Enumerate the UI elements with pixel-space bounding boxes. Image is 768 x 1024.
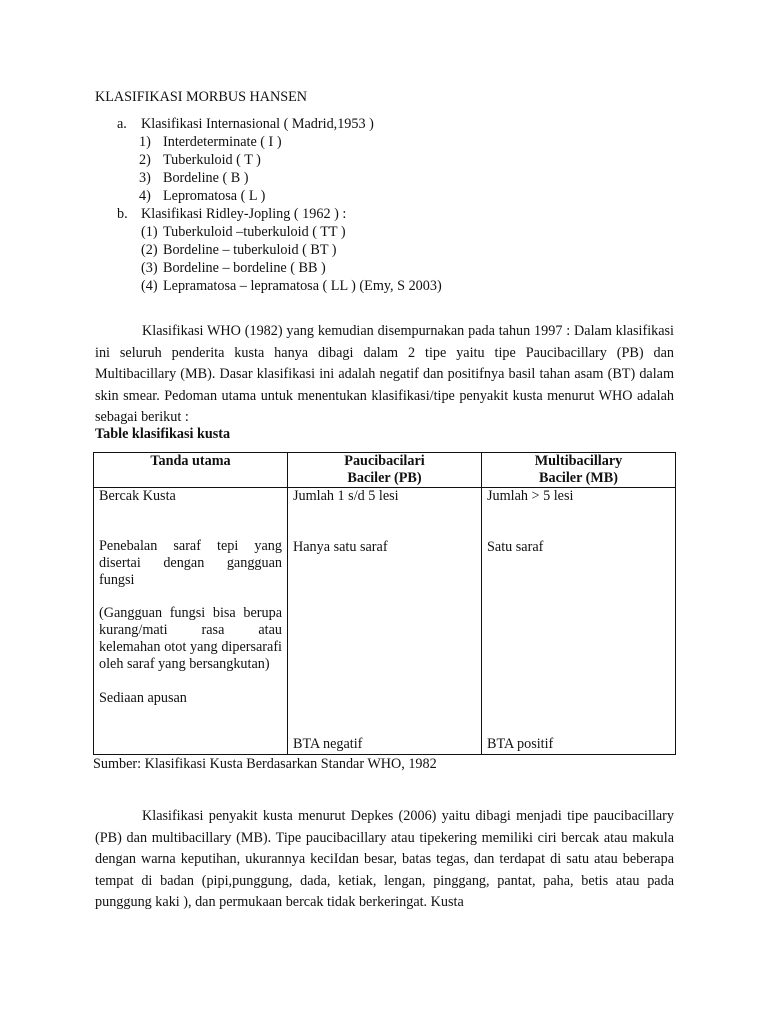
section-a-item-text: Tuberkuloid ( T )	[163, 152, 261, 168]
table-cell-text: Jumlah > 5 lesi	[487, 488, 574, 504]
section-a-item-text: Bordeline ( B )	[163, 170, 249, 186]
table-header-tanda-utama	[94, 453, 288, 488]
section-b-item-text: Bordeline – tuberkuloid ( BT )	[163, 242, 337, 258]
section-a-item-text: Interdeterminate ( I )	[163, 134, 282, 150]
table-cell-multibacillary	[482, 488, 676, 755]
table-cell-text: (Gangguan fungsi bisa berupa kurang/mati rasa atau kelemahan otot yang dipersarafi oleh saraf yang bersangkutan)	[99, 605, 282, 672]
table-cell-text: Hanya satu saraf	[293, 539, 388, 555]
who-classification-paragraph: Klasifikasi WHO (1982) yang kemudian disempurnakan pada tahun 1997 : Dalam klasifikasi ini seluruh penderita kusta hanya dibagi dalam 2 tipe yaitu tipe Paucibacillary (PB) dan Multibacillary (MB). Dasar klasifikasi ini adalah negatif dan positifnya basil tahan asam (BT) dalam skin smear. Pedoman utama untuk menentukan klasifikasi/tipe penyakit kusta menurut WHO adalah sebagai berikut :	[95, 323, 674, 425]
table-caption: Table klasifikasi kusta	[95, 426, 231, 442]
classification-table	[93, 452, 676, 755]
section-b-item-text: Lepramatosa – lepramatosa ( LL ) (Emy, S 2003)	[163, 278, 442, 294]
section-b-item-text: Bordeline – bordeline ( BB )	[163, 260, 326, 276]
section-a-item-number: 4)	[139, 188, 151, 204]
table-cell-text: Jumlah 1 s/d 5 lesi	[293, 488, 399, 504]
header-text: Baciler (PB)	[347, 470, 422, 486]
table-cell-text: Sediaan apusan	[99, 690, 187, 706]
table-cell-text: Penebalan saraf tepi yang disertai dengan gangguan fungsi	[99, 538, 282, 588]
section-b-item-number: (4)	[141, 278, 158, 294]
section-a-item-number: 1)	[139, 134, 151, 150]
table-cell-text: BTA negatif	[293, 736, 363, 752]
table-cell-text: Bercak Kusta	[99, 488, 176, 504]
table-header-paucibacilari	[288, 453, 482, 488]
table-cell-paucibacilari	[288, 488, 482, 755]
header-text: Baciler (MB)	[539, 470, 618, 486]
section-a-item-number: 3)	[139, 170, 151, 186]
section-a-item-text: Lepromatosa ( L )	[163, 188, 266, 204]
section-a-item-number: 2)	[139, 152, 151, 168]
section-b-label: b.	[117, 206, 128, 222]
section-b-item-number: (2)	[141, 242, 158, 258]
header-text: Tanda utama	[150, 453, 231, 469]
section-b-item-number: (1)	[141, 224, 158, 240]
table-source: Sumber: Klasifikasi Kusta Berdasarkan Standar WHO, 1982	[93, 756, 437, 772]
depkes-classification-paragraph: Klasifikasi penyakit kusta menurut Depkes (2006) yaitu dibagi menjadi tipe paucibacillary (PB) dan multibacillary (MB). Tipe paucibacillary atau tipekering memiliki ciri bercak atau makula dengan warna keputihan, ukurannya keciIdan besar, batas tegas, dan terdapat di satu atau beberapa tempat di badan (pipi,punggung, dada, ketiak, lengan, pinggang, pantat, paha, betis atau pada punggung kaki ), dan permukaan bercak tidak berkeringat. Kusta	[95, 808, 674, 910]
table-cell-text: BTA positif	[487, 736, 554, 752]
section-b-item-number: (3)	[141, 260, 158, 276]
section-b-item-text: Tuberkuloid –tuberkuloid ( TT )	[163, 224, 346, 240]
table-body-row	[94, 488, 676, 755]
section-b-heading: Klasifikasi Ridley-Jopling ( 1962 ) :	[141, 206, 347, 222]
document-title: KLASIFIKASI MORBUS HANSEN	[95, 89, 308, 105]
section-a-label: a.	[117, 116, 127, 132]
header-text: Multibacillary	[534, 453, 623, 469]
table-header-multibacillary	[482, 453, 676, 488]
header-text: Paucibacilari	[344, 453, 425, 469]
table-cell-text: Satu saraf	[487, 539, 544, 555]
section-a-heading: Klasifikasi Internasional ( Madrid,1953 )	[141, 116, 374, 132]
table-cell-tanda-utama	[94, 488, 288, 755]
table-header-row	[94, 453, 676, 488]
